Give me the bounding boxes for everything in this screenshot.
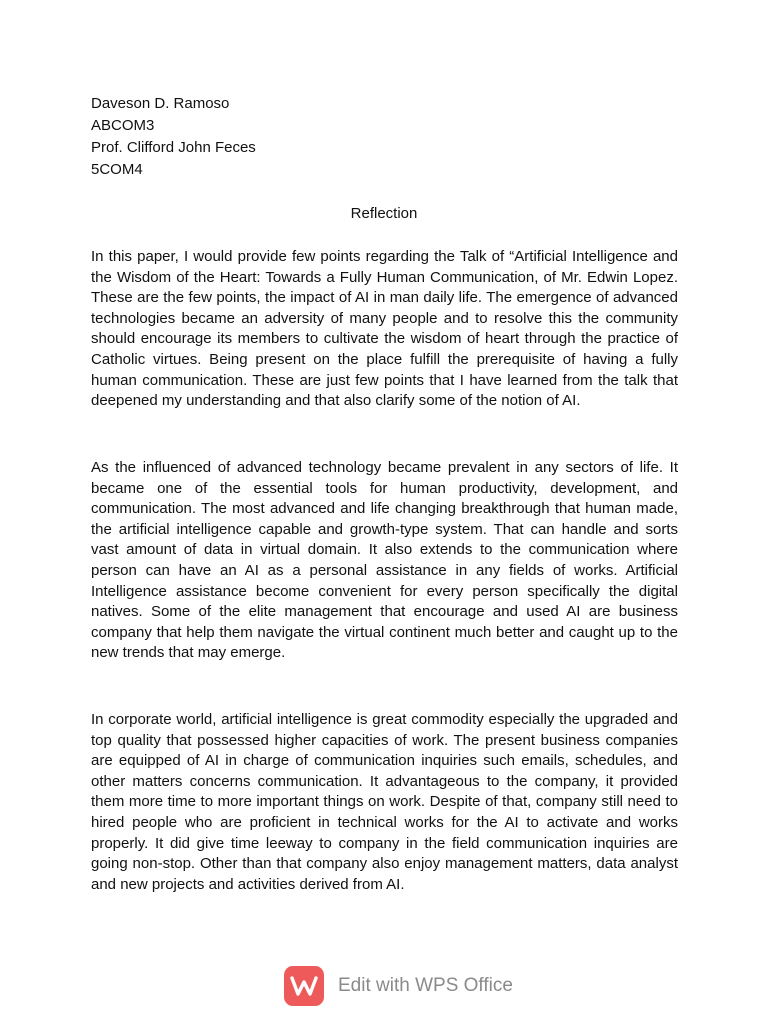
edit-with-wps-link[interactable]: [284, 964, 513, 1008]
author-name: Daveson D. Ramoso: [91, 95, 230, 112]
course-code: ABCOM3: [91, 117, 155, 134]
section-code: 5COM4: [91, 161, 143, 178]
paragraph-1: In this paper, I would provide few points regarding the Talk of “Artificial Intelligence and the Wisdom of the Heart: Towards a Fully Human Communication, of Mr. Edwin Lopez. These are the few points, the impact of AI in man daily life. The emergence of advanced technologies became an adversity of many people and to resolve this the community should encourage its members to cultivate the wisdom of heart through the practice of Catholic virtues. Being present on the place fulfill the prerequisite of having a fully human communication. These are just few points that I have learned from the talk that deepened my understanding and that also clarify some of the notion of AI.: [91, 248, 678, 410]
paragraph-2: As the influenced of advanced technology became prevalent in any sectors of life. It became one of the essential tools for human productivity, development, and communication. The most advanced and life changing breakthrough that human made, the artificial intelligence capable and growth-type system. That can handle and sorts vast amount of data in virtual domain. It also extends to the communication where person can have an AI as a personal assistance in any fields of works. Artificial Intelligence assistance become convenient for every person specifically the digital natives. Some of the elite management that encourage and used AI are business company that help them navigate the virtual continent much better and caught up to the new trends that may emerge.: [91, 459, 678, 662]
author-header: [91, 93, 256, 181]
wps-footer-label: Edit with WPS Office: [338, 975, 513, 996]
document-title: Reflection: [350, 205, 418, 222]
paragraph-3: In corporate world, artificial intelligence is great commodity especially the upgraded and top quality that possessed higher capacities of work. The present business companies are equipped of AI in charge of communication inquiries such emails, schedules, and other matters concerns communication. It advantageous to the company, it provided them more time to more important things on work. Despite of that, company still need to hired people who are proficient in technical works for the AI to activate and works properly. It did give time leeway to company in the field communication inquiries are going non-stop. Other than that company also enjoy management matters, data analyst and new projects and activities derived from AI.: [91, 711, 678, 893]
professor-name: Prof. Clifford John Feces: [91, 139, 256, 156]
wps-office-logo-icon: [284, 966, 324, 1006]
